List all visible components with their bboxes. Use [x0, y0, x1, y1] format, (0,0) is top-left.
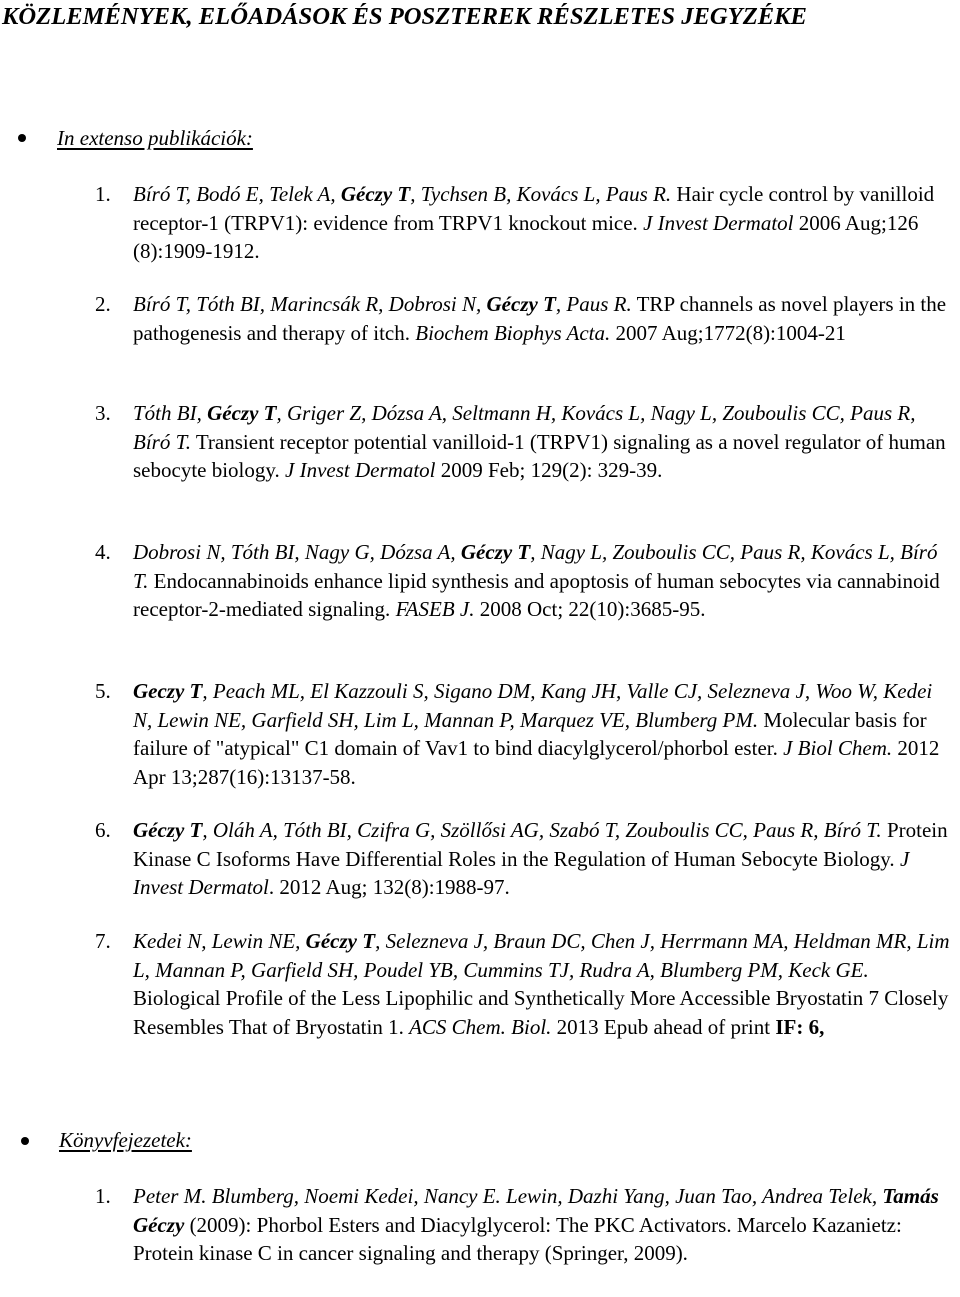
- highlighted-author: Géczy T: [340, 182, 411, 206]
- publication-entry: [95, 927, 955, 1041]
- entry-reference: 2008 Oct; 22(10):3685-95.: [474, 597, 706, 622]
- entry-authors-rest: , Selezneva J, Braun DC, Chen J, Herrmann MA, Heldman MR, Lim L, Mannan P, Garfield SH, Poudel YB, Cummins TJ, Rudra A, Blumberg PM, Keck GE.: [133, 929, 950, 982]
- section-heading-book-chapters: Könyvfejezetek:: [59, 1128, 192, 1152]
- entry-title: Biological Profile of the Less Lipophilic and Synthetically More Accessible Bryostatin 7 Closely Resembles That of Bryostatin 1.: [133, 986, 949, 1039]
- highlighted-author: Tamás Géczy: [133, 1184, 939, 1237]
- entry-journal: J Invest Dermatol: [133, 846, 910, 900]
- page-title: KÖZLEMÉNYEK, ELŐADÁSOK ÉS POSZTEREK RÉSZLETES JEGYZÉKE: [2, 3, 807, 30]
- entry-citation: [133, 180, 955, 266]
- entry-reference: 2013 Epub ahead of print: [551, 1014, 776, 1039]
- entry-citation: [133, 677, 955, 791]
- publication-entry: [95, 677, 955, 791]
- entry-journal: ACS Chem. Biol.: [409, 1014, 552, 1039]
- publication-entry: [95, 180, 955, 266]
- entry-authors-rest: , Griger Z, Dózsa A, Seltmann H, Kovács L, Nagy L, Zouboulis CC, Paus R, Bíró T.: [133, 401, 916, 454]
- entry-citation: [133, 927, 955, 1041]
- entry-title: Hair cycle control by vanilloid receptor-1 (TRPV1): evidence from TRPV1 knockout mice.: [133, 182, 935, 235]
- entry-reference: 2009 Feb; 129(2): 329-39.: [435, 458, 663, 483]
- entry-title: (2009): Phorbol Esters and Diacylglycerol: The PKC Activators. Marcelo Kazanietz: Protein kinase C in cancer signaling and therapy (Springer, 2009).: [133, 1212, 902, 1266]
- publication-entry: [95, 399, 955, 485]
- entry-authors-rest: , Tychsen B, Kovács L, Paus R.: [410, 182, 672, 206]
- entry-authors: Peter M. Blumberg, Noemi Kedei, Nancy E. Lewin, Dazhi Yang, Juan Tao, Andrea Telek,: [133, 1184, 883, 1208]
- entry-reference: . 2012 Aug; 132(8):1988-97.: [268, 875, 510, 900]
- entry-title: Molecular basis for failure of "atypical" C1 domain of Vav1 to bind diacylglycerol/phorbol ester.: [133, 707, 927, 761]
- entry-title: TRP channels as novel players in the pathogenesis and therapy of itch.: [133, 292, 947, 345]
- entry-number: 7.: [95, 929, 111, 953]
- highlighted-author: Géczy T: [486, 292, 556, 316]
- entry-journal: J Invest Dermatol: [643, 210, 794, 235]
- entry-journal: J Biol Chem.: [783, 736, 893, 761]
- highlighted-author: Géczy T: [133, 818, 203, 842]
- entry-title: Endocannabinoids enhance lipid synthesis and apoptosis of human sebocytes via cannabinoid receptor-2-mediated signaling.: [133, 568, 940, 622]
- impact-factor: IF: 6,: [775, 1014, 825, 1039]
- book-chapter-entry: [95, 1182, 955, 1268]
- entry-reference: 2007 Aug;1772(8):1004-21: [610, 320, 846, 345]
- highlighted-author: Géczy T: [460, 540, 531, 564]
- entry-number: 5.: [95, 679, 111, 703]
- entry-journal: FASEB J.: [395, 597, 475, 622]
- entry-authors: Dobrosi N, Tóth BI, Nagy G, Dózsa A,: [133, 540, 461, 564]
- entry-number: 2.: [95, 292, 111, 316]
- entry-citation: [133, 399, 955, 485]
- entry-number: 3.: [95, 401, 111, 425]
- entry-title: Transient receptor potential vanilloid-1 (TRPV1) signaling as a novel regulator of human sebocyte biology.: [133, 429, 946, 483]
- entry-authors-rest: , Peach ML, El Kazzouli S, Sigano DM, Kang JH, Valle CJ, Selezneva J, Woo W, Kedei N, Lewin NE, Garfield SH, Lim L, Mannan P, Marquez VE, Blumberg PM.: [133, 679, 933, 732]
- entry-citation: [133, 538, 955, 624]
- entry-journal: J Invest Dermatol: [285, 458, 436, 483]
- section-heading-publications: In extenso publikációk:: [57, 126, 253, 150]
- entry-title: Protein Kinase C Isoforms Have Differential Roles in the Regulation of Human Sebocyte Biology.: [133, 818, 948, 871]
- entry-reference: 2006 Aug;126 (8):1909-1912.: [133, 210, 919, 264]
- publication-entry: [95, 538, 955, 624]
- entry-authors: Bíró T, Tóth BI, Marincsák R, Dobrosi N,: [133, 292, 487, 316]
- entry-number: 1.: [95, 182, 111, 206]
- entry-number: 4.: [95, 540, 111, 564]
- entry-number: 1.: [95, 1184, 111, 1208]
- publication-entry: [95, 816, 955, 902]
- entry-reference: 2012 Apr 13;287(16):13137-58.: [133, 736, 940, 789]
- entry-number: 6.: [95, 818, 111, 842]
- entry-authors-rest: , Oláh A, Tóth BI, Czifra G, Szöllősi AG, Szabó T, Zouboulis CC, Paus R, Bíró T.: [202, 818, 882, 842]
- entry-citation: [133, 1182, 955, 1268]
- entry-authors: Bíró T, Bodó E, Telek A,: [133, 182, 341, 206]
- highlighted-author: Geczy T: [133, 679, 203, 703]
- publication-entry: [95, 290, 955, 347]
- entry-authors-rest: , Nagy L, Zouboulis CC, Paus R, Kovács L, Bíró T.: [133, 540, 938, 593]
- entry-citation: [133, 290, 955, 347]
- entry-authors: Tóth BI,: [133, 401, 208, 425]
- entry-journal: Biochem Biophys Acta.: [415, 320, 611, 345]
- entry-citation: [133, 816, 955, 902]
- section-bullet: [21, 1137, 29, 1145]
- highlighted-author: Géczy T: [305, 929, 376, 953]
- section-bullet: [18, 134, 26, 142]
- highlighted-author: Géczy T: [207, 401, 277, 425]
- entry-authors-rest: , Paus R.: [555, 292, 632, 316]
- entry-authors: Kedei N, Lewin NE,: [133, 929, 306, 953]
